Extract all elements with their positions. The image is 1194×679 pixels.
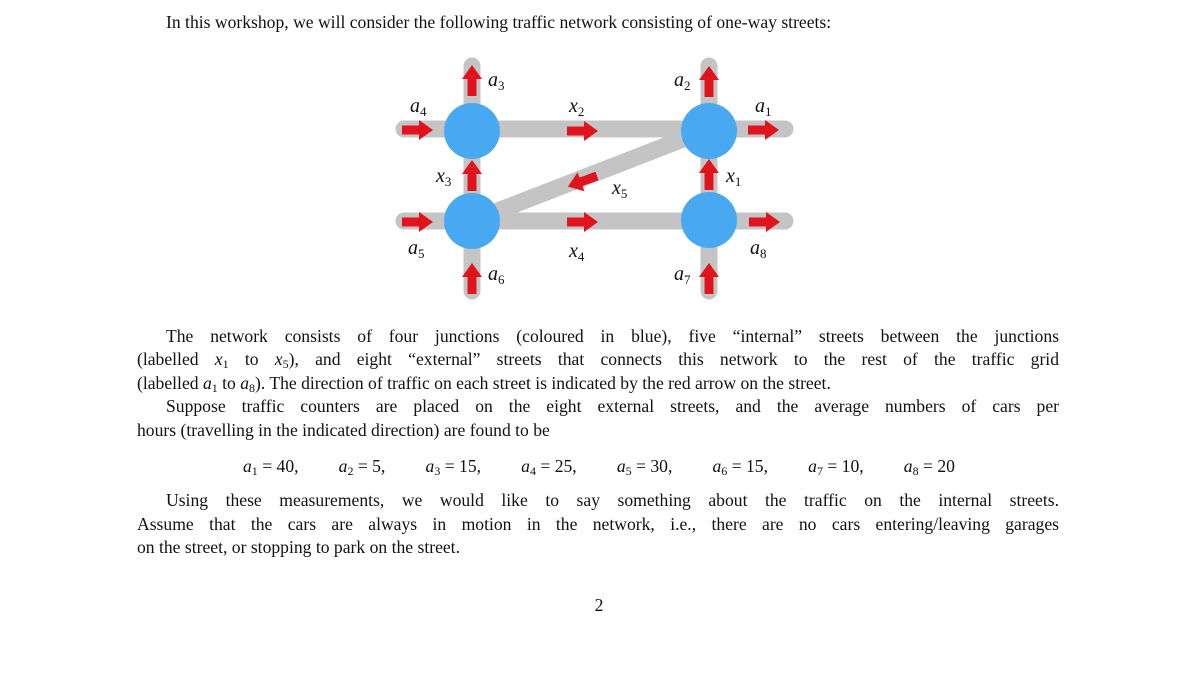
label-a4: $a_4$ xyxy=(410,95,427,119)
text-line: hours (travelling in the indicated direction) are found to be xyxy=(137,420,550,440)
math-x5: $x_5$ xyxy=(274,349,289,371)
label-x2: $x_2$ xyxy=(569,95,585,119)
measurement-a8: $a_8 = 20$ xyxy=(903,456,955,478)
label-a5: $a_5$ xyxy=(408,237,425,261)
text-line: on the street, or stopping to park on the street. xyxy=(137,537,460,557)
math-a1: $a_1$ xyxy=(202,373,218,395)
label-x4: $x_4$ xyxy=(569,240,585,264)
label-x3: $x_3$ xyxy=(436,165,452,189)
junction-bottom-right xyxy=(681,192,737,248)
label-x1: $x_1$ xyxy=(726,165,742,189)
text-line: The network consists of four junctions (coloured in blue), five “internal” streets between the junctions xyxy=(166,326,1059,346)
text-line: Using these measurements, we would like to say something about the traffic on the internal streets. xyxy=(166,490,1059,510)
measurement-a2: $a_2 = 5$, xyxy=(338,456,386,478)
intro-text: In this workshop, we will consider the following traffic network consisting of one-way streets: xyxy=(166,12,832,32)
measurement-a3: $a_3 = 15$, xyxy=(425,456,482,478)
label-x5: $x_5$ xyxy=(612,177,628,201)
text-line: (labelled $x_1$ to $x_5$), and eight “external” streets that connects this network to the rest of the traffic grid xyxy=(137,349,1059,371)
measurement-a1: $a_1 = 40$, xyxy=(243,456,299,478)
measurement-a6: $a_6 = 15$, xyxy=(712,456,769,478)
label-a3: $a_3$ xyxy=(488,69,505,93)
label-a1: $a_1$ xyxy=(755,95,772,119)
junction-top-right xyxy=(681,103,737,159)
math-a8: $a_8$ xyxy=(240,373,256,395)
text-line: Assume that the cars are always in motion in the network, i.e., there are no cars entering/leaving garages xyxy=(137,514,1059,534)
measurement-a7: $a_7 = 10$, xyxy=(808,456,864,478)
label-a2: $a_2$ xyxy=(674,69,691,93)
arrows xyxy=(402,65,780,294)
label-a6: $a_6$ xyxy=(488,263,505,287)
text-line: (labelled $a_1$ to $a_8$). The direction of traffic on each street is indicated by the red arrow on the street. xyxy=(137,373,831,395)
traffic-network-diagram xyxy=(0,0,1194,330)
measurement-a5: $a_5 = 30$, xyxy=(616,456,673,478)
junction-top-left xyxy=(444,103,500,159)
label-a8: $a_8$ xyxy=(750,237,767,261)
text-line: Suppose traffic counters are placed on the eight external streets, and the average numbers of cars per xyxy=(166,396,1059,416)
page-number: 2 xyxy=(594,595,604,615)
math-x1: $x_1$ xyxy=(214,349,229,371)
measurements-equation xyxy=(243,455,955,477)
label-a7: $a_7$ xyxy=(674,263,691,287)
measurement-a4: $a_4 = 25$, xyxy=(521,456,577,478)
junction-bottom-left xyxy=(444,193,500,249)
